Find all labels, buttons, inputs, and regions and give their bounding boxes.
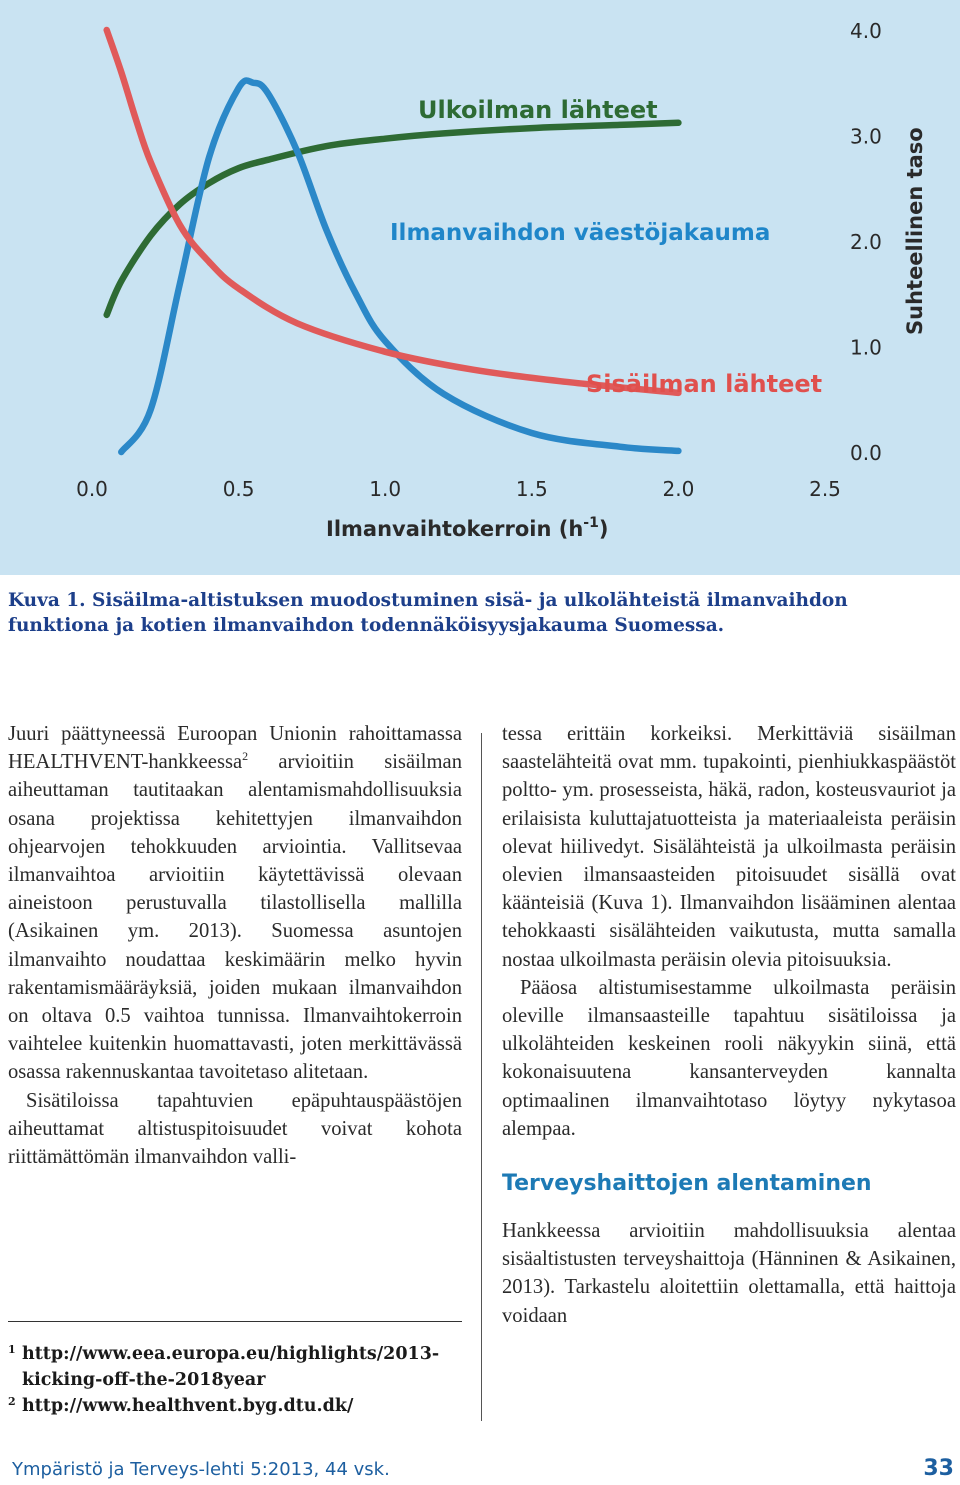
x-axis-label xyxy=(326,515,608,541)
figure-caption: Kuva 1. Sisäilma-altistuksen muodostuminen sisä- ja ulkolähteistä ilmanvaihdon funktiona ja kotien ilmanvaihdon todennäköisyysjakauma Suomessa. xyxy=(8,590,848,636)
right-column xyxy=(502,720,956,1330)
footnote-link[interactable]: http://www.eea.europa.eu/highlights/2013-kicking-off-the-2018year xyxy=(22,1344,440,1390)
footnotes xyxy=(8,1341,462,1419)
x-tick-labels xyxy=(76,477,841,501)
y-tick-label: 3.0 xyxy=(850,124,882,149)
footnote-divider xyxy=(8,1321,462,1322)
right-paragraph-3: Hankkeessa arvioitiin mahdollisuuksia alentaa sisäaltistusten terveyshaittoja (Hänninen & Asikainen, 2013). Tarkastelu aloitettiin olettamalla, että haittoja voidaan xyxy=(502,1220,956,1327)
chart-svg xyxy=(0,0,960,575)
series-label-distribution: Ilmanvaihdon väestöjakauma xyxy=(390,220,771,246)
x-tick-label: 2.0 xyxy=(662,477,695,501)
footnote-link[interactable]: http://www.healthvent.byg.dtu.dk/ xyxy=(22,1396,354,1416)
footnote-number: 1 xyxy=(8,1343,16,1356)
y-tick-labels xyxy=(850,19,882,465)
page-number: 33 xyxy=(923,1456,954,1481)
footnote-1 xyxy=(8,1341,462,1393)
x-axis-label-suffix: ) xyxy=(598,517,609,541)
x-tick-label: 0.0 xyxy=(76,477,108,501)
figure-chart xyxy=(0,0,960,575)
series-label-indoor: Sisäilman lähteet xyxy=(586,370,823,398)
right-paragraph-1: tessa erittäin korkeiksi. Merkittäviä sisäilman saastelähteitä ovat mm. tupakointi, pienhiukkaspäästöt poltto- ym. prosesseista, häkä, radon, kosteusvauriot ja erilaisista kuluttajatuotteista ja materiaaleista peräisin olevat hiilivedyt. Sisälähteistä ja ulkoilmasta peräisin olevien ilmansaasteiden pitoisuudet sisällä ovat käänteisiä (Kuva 1). Ilmanvaihdon lisääminen alentaa tehokkaasti sisälähteiden vaikutusta, mutta samalla nostaa ulkoilmasta peräisin olevia pitoisuuksia. xyxy=(502,723,956,971)
left-column xyxy=(8,720,462,1171)
right-paragraph-2: Pääosa altistumisestamme ulkoilmasta peräisin oleville ilmansaasteille tapahtuu sisätiloissa ja ulkolähteiden keskeinen rooli näkyykin siinä, että kokonaisuutena kansanterveyden kannalta optimaalinen ilmanvaihtotaso löytyy nykytasoa alempaa. xyxy=(502,976,956,1140)
column-divider xyxy=(481,733,482,1421)
x-axis-label-exponent: -1 xyxy=(583,515,599,531)
x-tick-label: 0.5 xyxy=(222,477,255,501)
left-p1-part2: arvioitiin sisäilman aiheuttaman tautitaakan alentamismahdollisuuksia osana projektissa kehitettyjen ilmanvaihdon ohjearvojen tehokkuuden arviointia. Vallitsevaa ilmanvaihtoa arvioitiin käytettävissä olevaan aineistoon perustuvalla tilastollisella mallilla (Asikainen ym. 2013). Suomessa asuntojen ilmanvaihto noudattaa keskimäärin melko hyvin rakentamismääräyksiä, joiden mukaan ilmanvaihdon on oltava 0.5 vaihtoa tunnissa. Ilmanvaihtokerroin vaihtelee kuitenkin huomattavasti, joten merkittävässä osassa rakennuskantaa tavoitetaso alitetaan. xyxy=(8,751,462,1084)
x-tick-label: 1.0 xyxy=(369,477,402,501)
footnote-ref-2: 2 xyxy=(242,749,249,764)
footnote-number: 2 xyxy=(8,1395,16,1408)
left-paragraph-2: Sisätiloissa tapahtuvien epäpuhtauspäästöjen aiheuttamat altistuspitoisuudet voivat kohota riittämättömän ilmanvaihdon valli- xyxy=(8,1089,462,1169)
x-axis-label-prefix: Ilmanvaihtokerroin (h xyxy=(326,517,584,541)
left-paragraph-1 xyxy=(8,720,462,1087)
y-tick-label: 1.0 xyxy=(850,335,882,360)
series-label-outdoor: Ulkoilman lähteet xyxy=(418,96,658,124)
footnote-2 xyxy=(8,1393,462,1419)
left-p1-part1: Juuri päättyneessä Euroopan Unionin rahoittamassa HEALTHVENT-hankkeessa xyxy=(8,723,462,774)
section-heading: Terveyshaittojen alentaminen xyxy=(502,1171,872,1197)
x-tick-label: 2.5 xyxy=(809,477,841,501)
y-axis-label: Suhteellinen taso xyxy=(903,127,927,335)
x-tick-label: 1.5 xyxy=(515,477,548,501)
footer-publication: Ympäristö ja Terveys-lehti 5:2013, 44 vsk. xyxy=(12,1459,390,1480)
y-tick-label: 2.0 xyxy=(850,230,882,254)
y-tick-label: 0.0 xyxy=(850,441,882,465)
y-tick-label: 4.0 xyxy=(850,19,882,43)
